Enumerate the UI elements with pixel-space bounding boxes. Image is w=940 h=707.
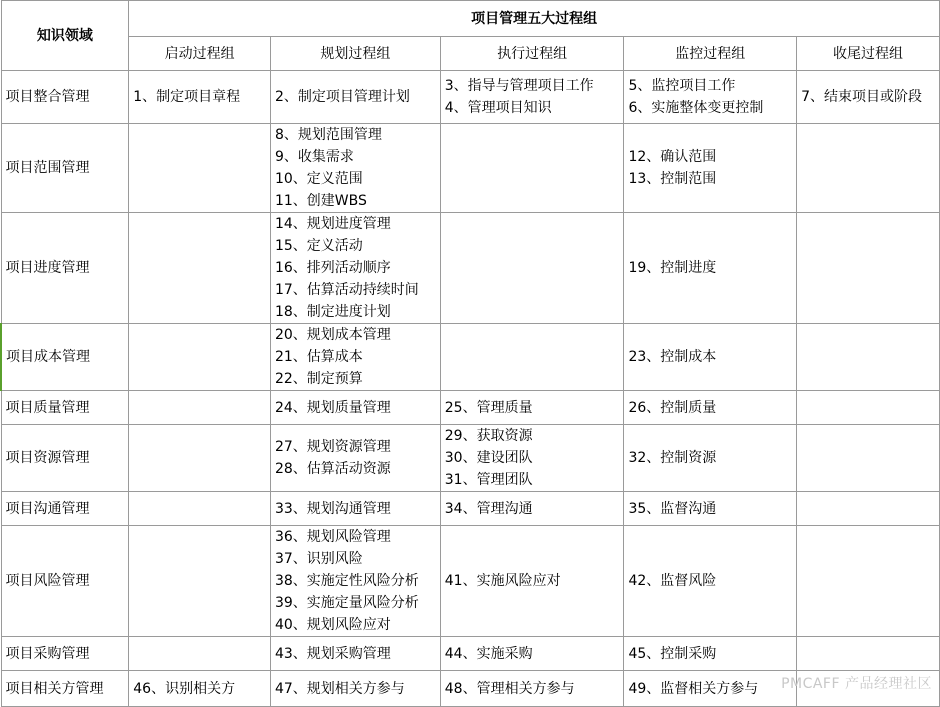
process-item: 34、管理沟通: [444, 500, 533, 517]
process-item: 43、规划采购管理: [274, 645, 391, 662]
process-item: 33、规划沟通管理: [274, 500, 391, 517]
process-cell-executing: [440, 671, 624, 707]
process-item: 6、实施整体变更控制: [628, 100, 764, 116]
process-item: 19、控制进度: [628, 260, 717, 276]
process-cell-executing: [440, 71, 624, 124]
process-cell-initiating: [129, 124, 271, 213]
process-cell-planning: [270, 124, 440, 213]
process-cell-planning: [270, 526, 440, 637]
header-title-row: [1, 1, 940, 37]
process-cell-initiating: [129, 425, 271, 492]
group-header-initiating: 启动过程组: [129, 37, 271, 71]
process-item: 30、建设团队: [444, 450, 533, 466]
table-row: [1, 124, 940, 213]
process-cell-planning: [270, 71, 440, 124]
process-item: 24、规划质量管理: [274, 399, 391, 416]
process-cell-closing: [797, 324, 940, 391]
group-header-executing: 执行过程组: [440, 37, 624, 71]
table-row: [1, 213, 940, 324]
process-cell-planning: [270, 425, 440, 492]
process-cell-planning: [270, 492, 440, 526]
process-cell-closing: [797, 492, 940, 526]
group-header-monitoring: 监控过程组: [624, 37, 797, 71]
process-item: 25、管理质量: [444, 399, 533, 416]
process-item: 21、估算成本: [274, 349, 363, 365]
process-cell-planning: [270, 213, 440, 324]
process-cell-monitoring: [624, 213, 797, 324]
process-cell-initiating: [129, 637, 271, 671]
process-item: 39、实施定量风险分析: [274, 595, 419, 611]
process-cell-closing: [797, 71, 940, 124]
watermark: PMCAFF 产品经理社区: [781, 676, 932, 692]
table-row: [1, 526, 940, 637]
process-item: 14、规划进度管理: [274, 216, 391, 232]
corner-header: 知识领域: [1, 1, 129, 71]
process-item: 31、管理团队: [444, 472, 533, 488]
process-item: 27、规划资源管理: [274, 439, 391, 455]
process-item: 36、规划风险管理: [274, 529, 391, 545]
process-cell-initiating: [129, 71, 271, 124]
process-cell-monitoring: [624, 425, 797, 492]
process-item: 46、识别相关方: [133, 680, 236, 697]
process-cell-closing: [797, 526, 940, 637]
process-cell-monitoring: [624, 391, 797, 425]
process-cell-closing: [797, 425, 940, 492]
table-row: [1, 425, 940, 492]
table-title: 项目管理五大过程组: [129, 1, 940, 37]
process-cell-executing: [440, 425, 624, 492]
process-cell-planning: [270, 637, 440, 671]
process-cell-planning: [270, 391, 440, 425]
process-item: 7、结束项目或阶段: [801, 89, 923, 105]
knowledge-area-cell: 项目风险管理: [1, 526, 129, 637]
process-cell-initiating: [129, 324, 271, 391]
process-cell-monitoring: [624, 637, 797, 671]
process-item: 45、控制采购: [628, 645, 717, 662]
table-row: [1, 391, 940, 425]
process-item: 32、控制资源: [628, 450, 717, 466]
process-cell-initiating: [129, 526, 271, 637]
process-cell-closing: [797, 671, 940, 707]
group-header-row: [1, 37, 940, 71]
process-item: 40、规划风险应对: [274, 617, 391, 633]
process-item: 16、排列活动顺序: [274, 260, 391, 276]
process-item: 3、指导与管理项目工作: [444, 78, 594, 94]
process-item: 42、监督风险: [628, 573, 717, 589]
table-row: [1, 671, 940, 707]
process-item: 26、控制质量: [628, 399, 717, 416]
process-cell-executing: [440, 391, 624, 425]
process-item: 1、制定项目章程: [133, 89, 241, 105]
knowledge-area-cell: 项目采购管理: [1, 637, 129, 671]
process-cell-monitoring: [624, 124, 797, 213]
process-item: 9、收集需求: [274, 149, 354, 165]
process-item: 22、制定预算: [274, 371, 363, 387]
process-cell-monitoring: [624, 324, 797, 391]
process-cell-closing: [797, 213, 940, 324]
process-item: 4、管理项目知识: [444, 100, 552, 116]
process-item: 20、规划成本管理: [274, 327, 391, 343]
group-header-planning: 规划过程组: [270, 37, 440, 71]
process-item: 44、实施采购: [444, 645, 533, 662]
knowledge-area-cell: 项目范围管理: [1, 124, 129, 213]
process-cell-monitoring: [624, 492, 797, 526]
process-cell-monitoring: [624, 671, 797, 707]
process-item: 38、实施定性风险分析: [274, 573, 419, 589]
table-row: [1, 637, 940, 671]
process-item: 49、监督相关方参与: [628, 680, 759, 697]
table-row: [1, 324, 940, 391]
process-item: 15、定义活动: [274, 238, 363, 254]
process-cell-planning: [270, 671, 440, 707]
knowledge-area-cell: 项目成本管理: [1, 324, 129, 391]
table-row: [1, 492, 940, 526]
process-cell-executing: [440, 324, 624, 391]
process-cell-executing: [440, 492, 624, 526]
process-cell-monitoring: [624, 71, 797, 124]
process-item: 47、规划相关方参与: [274, 680, 405, 697]
process-cell-executing: [440, 526, 624, 637]
process-item: 17、估算活动持续时间: [274, 282, 419, 298]
knowledge-area-cell: 项目质量管理: [1, 391, 129, 425]
table-body: [1, 71, 940, 707]
process-item: 8、规划范围管理: [274, 127, 382, 143]
process-cell-executing: [440, 213, 624, 324]
process-item: 10、定义范围: [274, 171, 363, 187]
process-cell-executing: [440, 637, 624, 671]
process-item: 28、估算活动资源: [274, 461, 391, 477]
knowledge-area-cell: 项目沟通管理: [1, 492, 129, 526]
knowledge-area-cell: 项目进度管理: [1, 213, 129, 324]
process-item: 13、控制范围: [628, 171, 717, 187]
process-cell-monitoring: [624, 526, 797, 637]
process-cell-initiating: [129, 213, 271, 324]
knowledge-area-cell: 项目资源管理: [1, 425, 129, 492]
process-item: 41、实施风险应对: [444, 573, 561, 589]
process-item: 35、监督沟通: [628, 500, 717, 517]
process-item: 2、制定项目管理计划: [274, 89, 410, 105]
process-item: 5、监控项目工作: [628, 78, 736, 94]
process-cell-planning: [270, 324, 440, 391]
group-header-closing: 收尾过程组: [797, 37, 940, 71]
process-item: 23、控制成本: [628, 349, 717, 365]
knowledge-area-cell: 项目相关方管理: [1, 671, 129, 707]
table-row: [1, 71, 940, 124]
process-item: 29、获取资源: [444, 428, 533, 444]
knowledge-area-cell: 项目整合管理: [1, 71, 129, 124]
process-cell-closing: [797, 124, 940, 213]
process-cell-initiating: [129, 671, 271, 707]
process-item: 12、确认范围: [628, 149, 717, 165]
process-item: 37、识别风险: [274, 551, 363, 567]
process-cell-initiating: [129, 492, 271, 526]
process-cell-closing: [797, 637, 940, 671]
process-item: 48、管理相关方参与: [444, 680, 575, 697]
process-cell-executing: [440, 124, 624, 213]
process-item: 11、创建WBS: [274, 193, 367, 209]
process-item: 18、制定进度计划: [274, 304, 391, 320]
process-cell-initiating: [129, 391, 271, 425]
process-cell-closing: [797, 391, 940, 425]
